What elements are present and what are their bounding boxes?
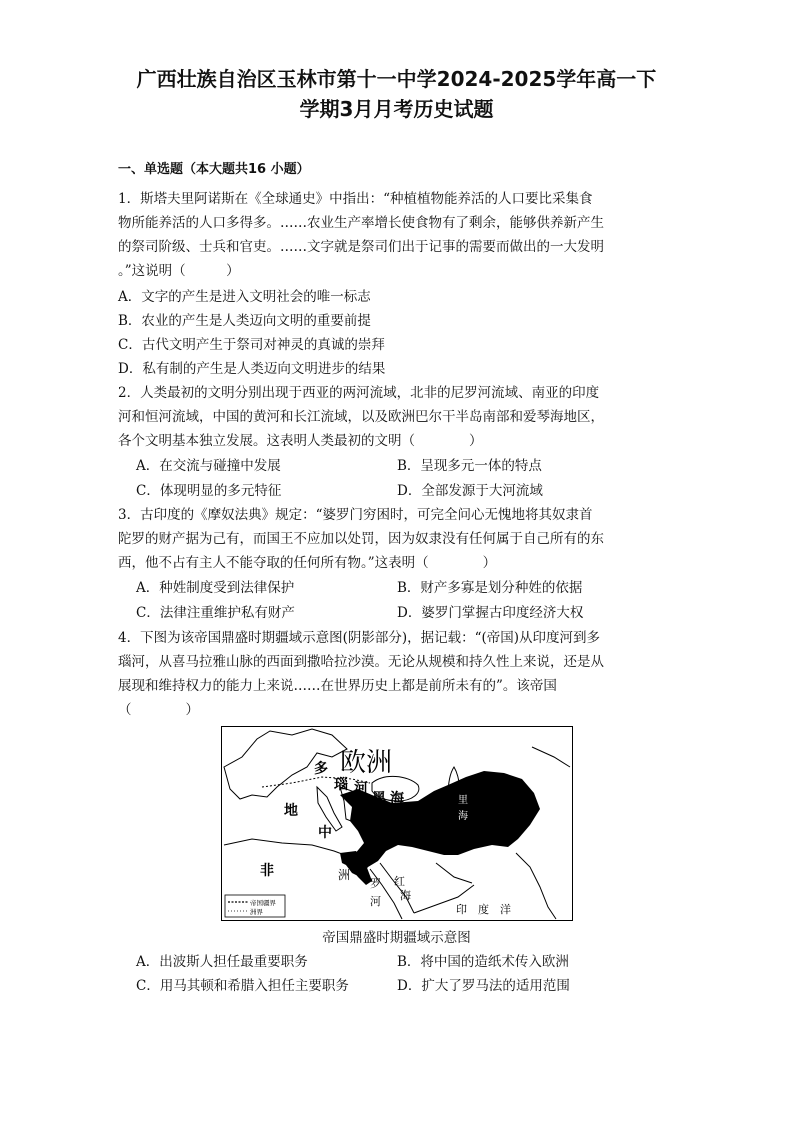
legend-border: 帝国疆界	[250, 899, 276, 907]
q1-line-4: 。”这说明（ ）	[118, 263, 240, 279]
q4-line-1: 4．下图为该帝国鼎盛时期疆域示意图(阴影部分)，据记载：“(帝国)从印度河到多	[118, 630, 601, 646]
empire-territory	[340, 771, 540, 877]
red-sea-east	[380, 863, 414, 913]
empire-map-svg	[222, 727, 572, 920]
q3-option-c[interactable]: C．法律注重维护私有财产	[136, 605, 295, 621]
q2-option-b[interactable]: B．呈现多元一体的特点	[397, 458, 542, 474]
q2-line-2: 河和恒河流域，中国的黄河和长江流域，以及欧洲巴尔干半岛南部和爱琴海地区，	[118, 409, 604, 425]
q3-line-1: 3．古印度的《摩奴法典》规定：“婆罗门穷困时，可完全问心无愧地将其奴隶首	[118, 507, 593, 523]
label-hai-caspian: 海	[458, 811, 468, 822]
label-hai-black: 海	[390, 791, 404, 807]
label-li: 里	[458, 795, 468, 806]
label-zhou: 洲	[338, 868, 351, 882]
map-caption: 帝国鼎盛时期疆域示意图	[322, 930, 471, 946]
q2-option-d[interactable]: D．全部发源于大河流域	[397, 483, 543, 499]
map-legend	[225, 895, 285, 917]
q2-line-1: 2．人类最初的文明分别出现于西亚的两河流域，北非的尼罗河流域、南亚的印度	[118, 385, 600, 401]
q3-line-3: 西，他不占有主人不能夺取的任何所有物。”这表明（ ）	[118, 555, 497, 571]
persian-gulf	[436, 863, 472, 883]
page-title	[0, 64, 793, 124]
q3-option-a[interactable]: A．种姓制度受到法律保护	[136, 580, 295, 596]
label-zhong: 中	[318, 825, 332, 841]
q4-line-3: 展现和维持权力的能力上来说……在世界历史上都是前所未有的”。该帝国	[118, 678, 557, 694]
q1-option-c[interactable]: C．古代文明产生于祭司对神灵的真诚的崇拜	[118, 337, 385, 353]
section-heading: 一、单选题（本大题共16 小题）	[118, 162, 310, 177]
legend-continent: 洲界	[250, 908, 263, 916]
q4-option-c[interactable]: C．用马其顿和希腊入担任主要职务	[136, 978, 349, 994]
label-europe: 欧洲	[340, 748, 393, 778]
label-india-ocean: 印 度 洋	[456, 903, 511, 916]
label-di: 地	[284, 803, 298, 819]
label-hong: 红	[394, 875, 405, 888]
empire-map	[221, 726, 573, 921]
q4-option-b[interactable]: B．将中国的造纸术传入欧洲	[397, 954, 569, 970]
europe-coastline	[224, 729, 347, 799]
label-luo: 罗	[370, 877, 381, 890]
q3-option-b[interactable]: B．财产多寡是划分种姓的依据	[397, 580, 583, 596]
q1-option-b[interactable]: B．农业的产生是人类迈向文明的重要前提	[118, 313, 371, 329]
q1-line-2: 物所能养活的人口多得多。……农业生产率增长使食物有了剩余，能够供养新产生	[118, 215, 604, 231]
q1-option-a[interactable]: A．文字的产生是进入文明社会的唯一标志	[118, 289, 371, 305]
label-africa: 非	[260, 863, 274, 879]
q3-option-d[interactable]: D．婆罗门掌握古印度经济大权	[397, 605, 584, 621]
q4-line-4: （ ）	[118, 702, 199, 718]
india-coast	[516, 853, 556, 919]
label-he: 河	[354, 781, 368, 797]
q2-option-c[interactable]: C．体现明显的多元特征	[136, 483, 282, 499]
title-line-2: 学期3月月考历史试题	[299, 97, 494, 121]
east-region	[532, 747, 570, 767]
q4-option-a[interactable]: A．出波斯人担任最重要职务	[136, 954, 308, 970]
title-line-1: 广西壮族自治区玉林市第十一中学2024-2025学年高一下	[136, 67, 657, 91]
q2-option-a[interactable]: A．在交流与碰撞中发展	[136, 458, 281, 474]
q3-line-2: 陀罗的财产据为己有，而国王不应加以处罚，因为奴隶没有任何属于自己所有的东	[118, 531, 604, 547]
label-hai-med: 海	[366, 831, 380, 847]
q4-line-2: 瑙河，从喜马拉雅山脉的西面到撒哈拉沙漠。无论从规模和持久性上来说，还是从	[118, 654, 604, 670]
label-duo: 多	[314, 761, 328, 777]
q4-option-d[interactable]: D．扩大了罗马法的适用范围	[397, 978, 570, 994]
q2-line-3: 各个文明基本独立发展。这表明人类最初的文明（ ）	[118, 433, 483, 449]
label-hai-red: 海	[400, 889, 411, 902]
label-hei: 黑	[372, 791, 386, 807]
q1-line-3: 的祭司阶级、士兵和官吏。……文字就是祭司们出于记事的需要而做出的一大发明	[118, 239, 604, 255]
label-nao: 瑙	[334, 777, 348, 793]
label-he-nile: 河	[370, 895, 381, 908]
q1-line-1: 1．斯塔夫里阿诺斯在《全球通史》中指出：“种植植物能养活的人口要比采集食	[118, 191, 593, 207]
q1-option-d[interactable]: D．私有制的产生是人类迈向文明进步的结果	[118, 361, 386, 377]
